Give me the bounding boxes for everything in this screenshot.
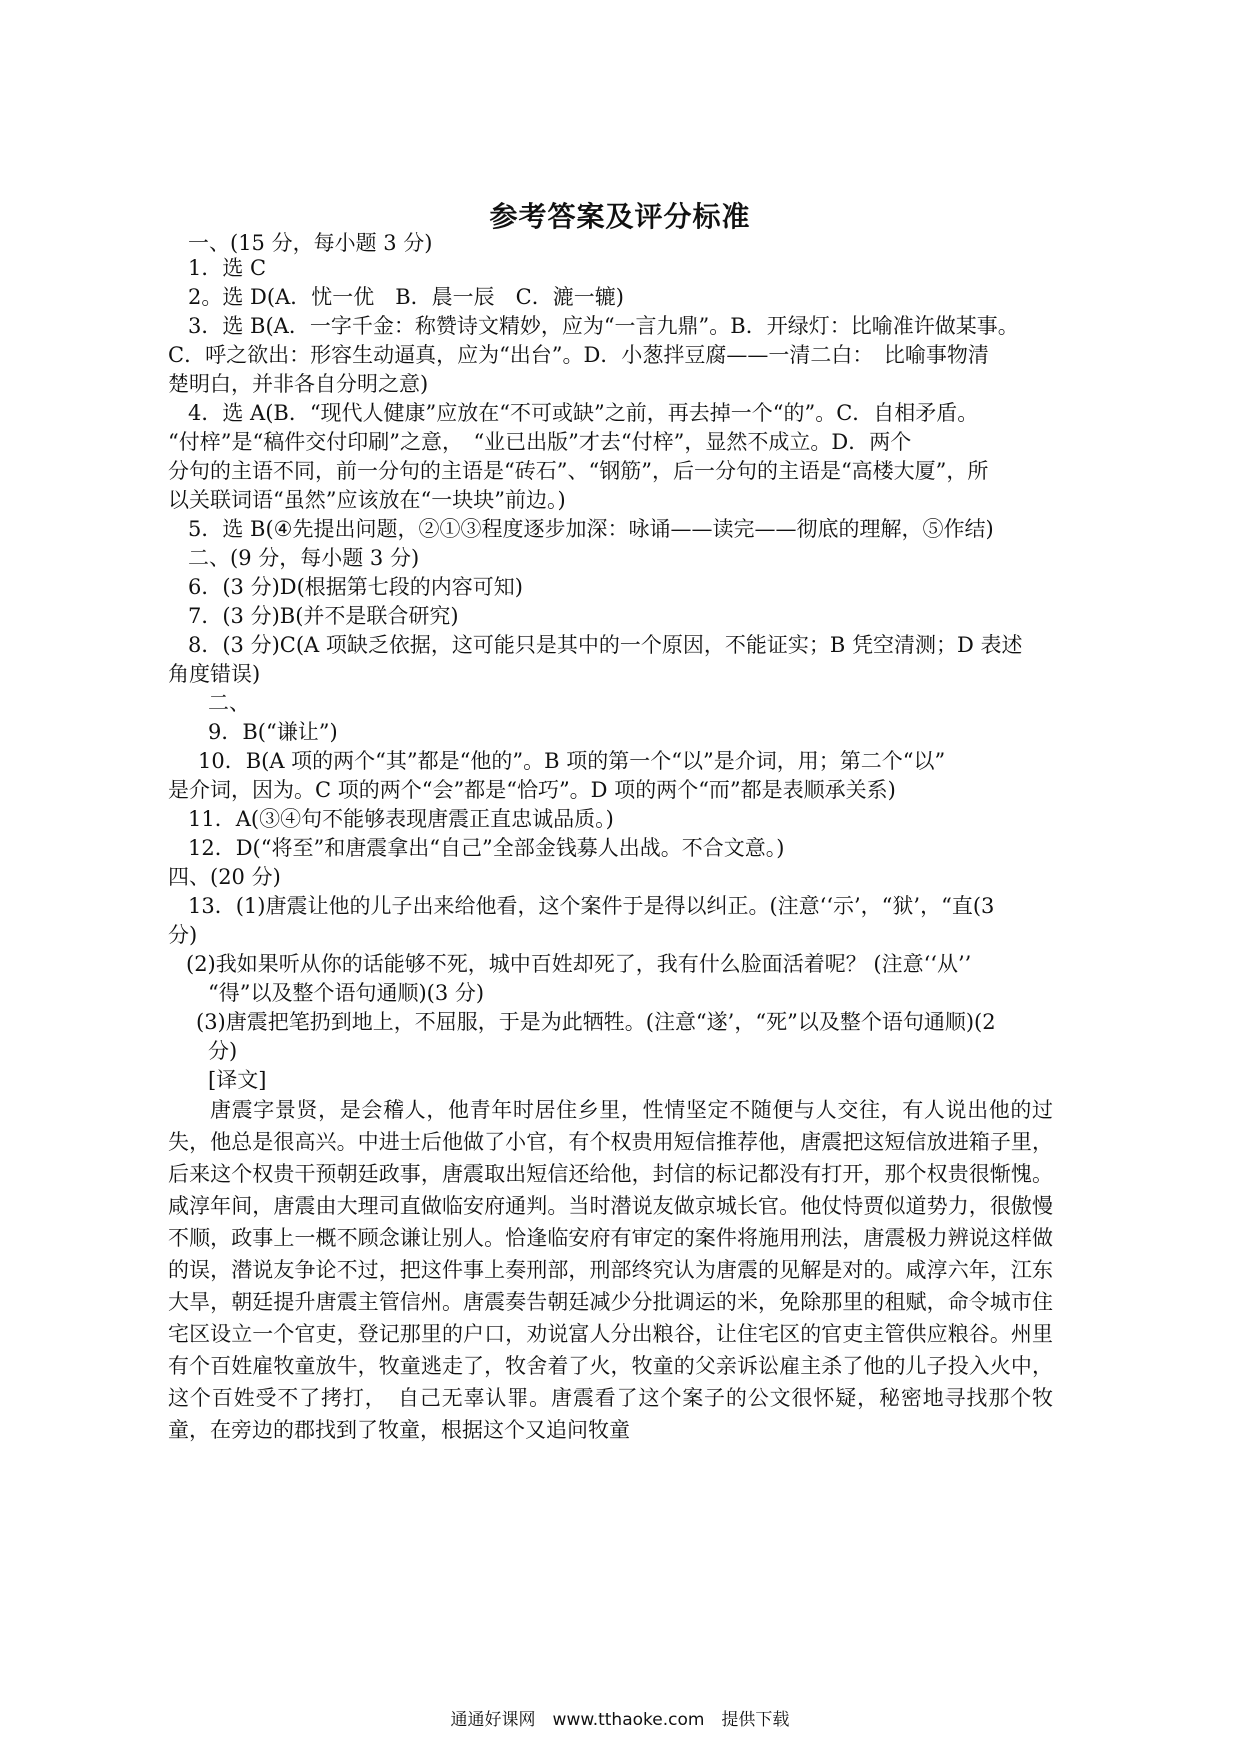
answer-13-1-line-2: 分) [168, 923, 198, 947]
section-4-header: 四、(20 分) [168, 865, 281, 889]
answer-8-line-2: 角度错误) [168, 662, 261, 686]
answer-3-line-3: 楚明白，并非各自分明之意) [168, 372, 429, 396]
answer-2: 2。选 D(A．忧一优 B．晨一辰 C．漉一辘) [188, 285, 624, 309]
answer-4-line-4: 以关联词语“虽然”应该放在“一块块”前边。) [168, 488, 566, 512]
page-title: 参考答案及评分标准 [489, 200, 751, 233]
answer-6: 6．(3 分)D(根据第七段的内容可知) [188, 575, 524, 599]
answer-3-line-2: C．呼之欲出：形容生动逼真，应为“出台”。D．小葱拌豆腐——一清二白： 比喻事物清 [168, 343, 989, 367]
answer-7: 7．(3 分)B(并不是联合研究) [188, 604, 459, 628]
section-2-header: 二、(9 分，每小题 3 分) [188, 546, 420, 570]
answer-13-2-line-2: “得”以及整个语句通顺)(3 分) [208, 981, 485, 1005]
answer-11: 11．A(③④句不能够表现唐震正直忠诚品质。) [188, 807, 614, 831]
answer-10-line-1: 10．B(A 项的两个“其”都是“他的”。B 项的第一个“以”是介词，用；第二个“以” [198, 749, 946, 773]
section-3-header: 二、 [208, 691, 250, 715]
answer-13-3-line-2: 分) [208, 1039, 238, 1063]
section-1-header: 一、(15 分，每小题 3 分) [188, 231, 433, 255]
answer-13-1-line-1: 13．(1)唐震让他的儿子出来给他看，这个案件于是得以纠正。(注意‘‘示’，“狱’，“直(3 [188, 894, 995, 918]
answer-10-line-2: 是介词，因为。C 项的两个“会”都是“恰巧”。D 项的两个“而”都是表顺承关系) [168, 778, 896, 802]
answer-8-line-1: 8．(3 分)C(A 项缺乏依据，这可能只是其中的一个原因，不能证实；B 凭空清测；D 表述 [188, 633, 1023, 657]
answer-4-line-2: “付梓”是“稿件交付印刷”之意， “业已出版”才去“付梓”，显然不成立。D．两个 [168, 430, 912, 454]
answer-9: 9．B(“谦让”) [208, 720, 338, 744]
footer-source: 通通好课网 www.tthaoke.com 提供下载 [450, 1710, 790, 1730]
translation-label: [译文] [208, 1068, 267, 1092]
answer-12: 12．D(“将至”和唐震拿出“自己”全部金钱募人出战。不合文意。) [188, 836, 785, 860]
answer-4-line-3: 分句的主语不同，前一分句的主语是“砖石”、“钢筋”，后一分句的主语是“高楼大厦”，所 [168, 459, 989, 483]
answer-4-line-1: 4．选 A(B．“现代人健康”应放在“不可或缺”之前，再去掉一个“的”。C．自相矛盾。 [188, 401, 979, 425]
answer-3-line-1: 3．选 B(A．一字千金：称赞诗文精妙，应为“一言九鼎”。B．开绿灯：比喻准许做某事。 [188, 314, 1019, 338]
translation-text: 唐震字景贤，是会稽人，他青年时居住乡里，性情坚定不随便与人交往，有人说出他的过失，他总是很高兴。中进士后他做了小官，有个权贵用短信推荐他，唐震把这短信放进箱子里，后来这个权贵干预朝廷政事，唐震取出短信还给他，封信的标记都没有打开，那个权贵很惭愧。咸淳年间，唐震由大理司直做临安府通判。当时潜说友做京城长官。他仗恃贾似道势力，很傲慢不顺，政事上一概不顾念谦让别人。恰逢临安府有审定的案件将施用刑法，唐震极力辨说这样做的误，潜说友争论不过，把这件事上奏刑部，刑部终究认为唐震的见解是对的。咸淳六年，江东大旱，朝廷提升唐震主管信州。唐震奏告朝廷减少分批调运的米，免除那里的租赋，命令城市住宅区设立一个官吏，登记那里的户口，劝说富人分出粮谷，让住宅区的官吏主管供应粮谷。州里有个百姓雇牧童放牛，牧童逃走了，牧舍着了火，牧童的父亲诉讼雇主杀了他的儿子投入火中，这个百姓受不了拷打， 自己无辜认罪。唐震看了这个案子的公文很怀疑，秘密地寻找那个牧童，在旁边的郡找到了牧童，根据这个又追问牧童 [168, 1098, 1053, 1442]
answer-5: 5．选 B(④先提出问题，②①③程度逐步加深：咏诵——读完——彻底的理解，⑤作结) [188, 517, 994, 541]
answer-13-3-line-1: (3)唐震把笔扔到地上，不屈服，于是为此牺牲。(注意“遂’，“死”以及整个语句通顺)(2 [196, 1010, 996, 1034]
answer-13-2-line-1: (2)我如果听从你的话能够不死，城中百姓却死了，我有什么脸面活着呢？ (注意‘‘从’’ [186, 952, 972, 976]
answer-1: 1．选 C [188, 256, 267, 280]
